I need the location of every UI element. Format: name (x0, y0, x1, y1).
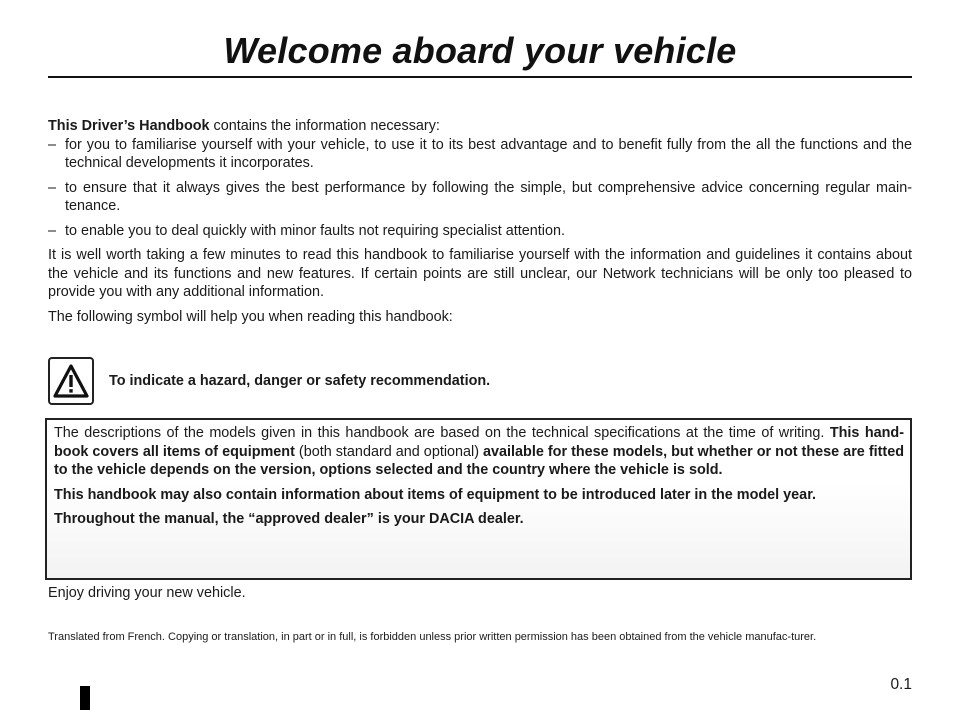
bullet-text: to enable you to deal quickly with minor faults not requiring specialist attention. (65, 222, 565, 239)
warning-triangle-icon (48, 357, 94, 405)
notice-text-bold: This hand-book covers all items of equipment (54, 425, 905, 460)
warning-legend (48, 355, 912, 407)
intro-paragraph (48, 117, 912, 136)
notice-paragraph (54, 424, 904, 480)
translation-footnote: Translated from French. Copying or translation, in part or in full, is forbidden unless prior written permission has been obtained from the vehicle manufac-turer. (48, 631, 817, 643)
bullet-item (48, 136, 912, 173)
page-edge-mark (80, 686, 90, 710)
handbook-name: This Driver’s Handbook (48, 118, 210, 134)
notice-text: The descriptions of the models given in this handbook are based on the technical specifications at the time of writing. (54, 425, 830, 441)
bullet-item (48, 179, 912, 216)
notice-paragraph: This handbook may also contain information about items of equipment to be introduced later in the model year. (54, 486, 816, 503)
bullet-text: for you to familiarise yourself with your vehicle, to use it to its best advantage and to benefit fully from the all the functions and the technical developments it incorporates. (65, 136, 912, 171)
notice-text: (both standard and optional) (294, 443, 484, 460)
warning-description: To indicate a hazard, danger or safety recommendation. (109, 373, 491, 389)
notice-box (45, 418, 912, 580)
bullet-dash: – (48, 222, 57, 239)
bullet-dash: – (48, 136, 57, 153)
bullet-dash: – (48, 179, 57, 196)
closing-text: Enjoy driving your new vehicle. (48, 585, 246, 601)
title-divider (48, 76, 912, 78)
guidance-paragraph: It is well worth taking a few minutes to read this handbook to familiarise yourself with the information and guidelines it contains about the vehicle and its functions and new features. If certain points are still unclear, our Network technicians will be only too pleased to provide you with any additional information. (48, 247, 912, 300)
page-number: 0.1 (890, 676, 912, 693)
page-title: Welcome aboard your vehicle (223, 30, 737, 71)
intro-section (48, 117, 912, 332)
bullet-item (48, 222, 912, 241)
intro-text: contains the information necessary: (209, 118, 440, 134)
notice-paragraph: Throughout the manual, the “approved dealer” is your DACIA dealer. (54, 511, 524, 528)
notice-text-bold: available for these models, but whether or not these are fitted to the vehicle depends on the version, options selected and the country where the vehicle is sold. (54, 443, 904, 479)
symbol-intro-paragraph: The following symbol will help you when reading this handbook: (48, 308, 453, 325)
bullet-text: to ensure that it always gives the best performance by following the simple, but comprehensive advice concerning regular main-tenance. (65, 179, 912, 214)
